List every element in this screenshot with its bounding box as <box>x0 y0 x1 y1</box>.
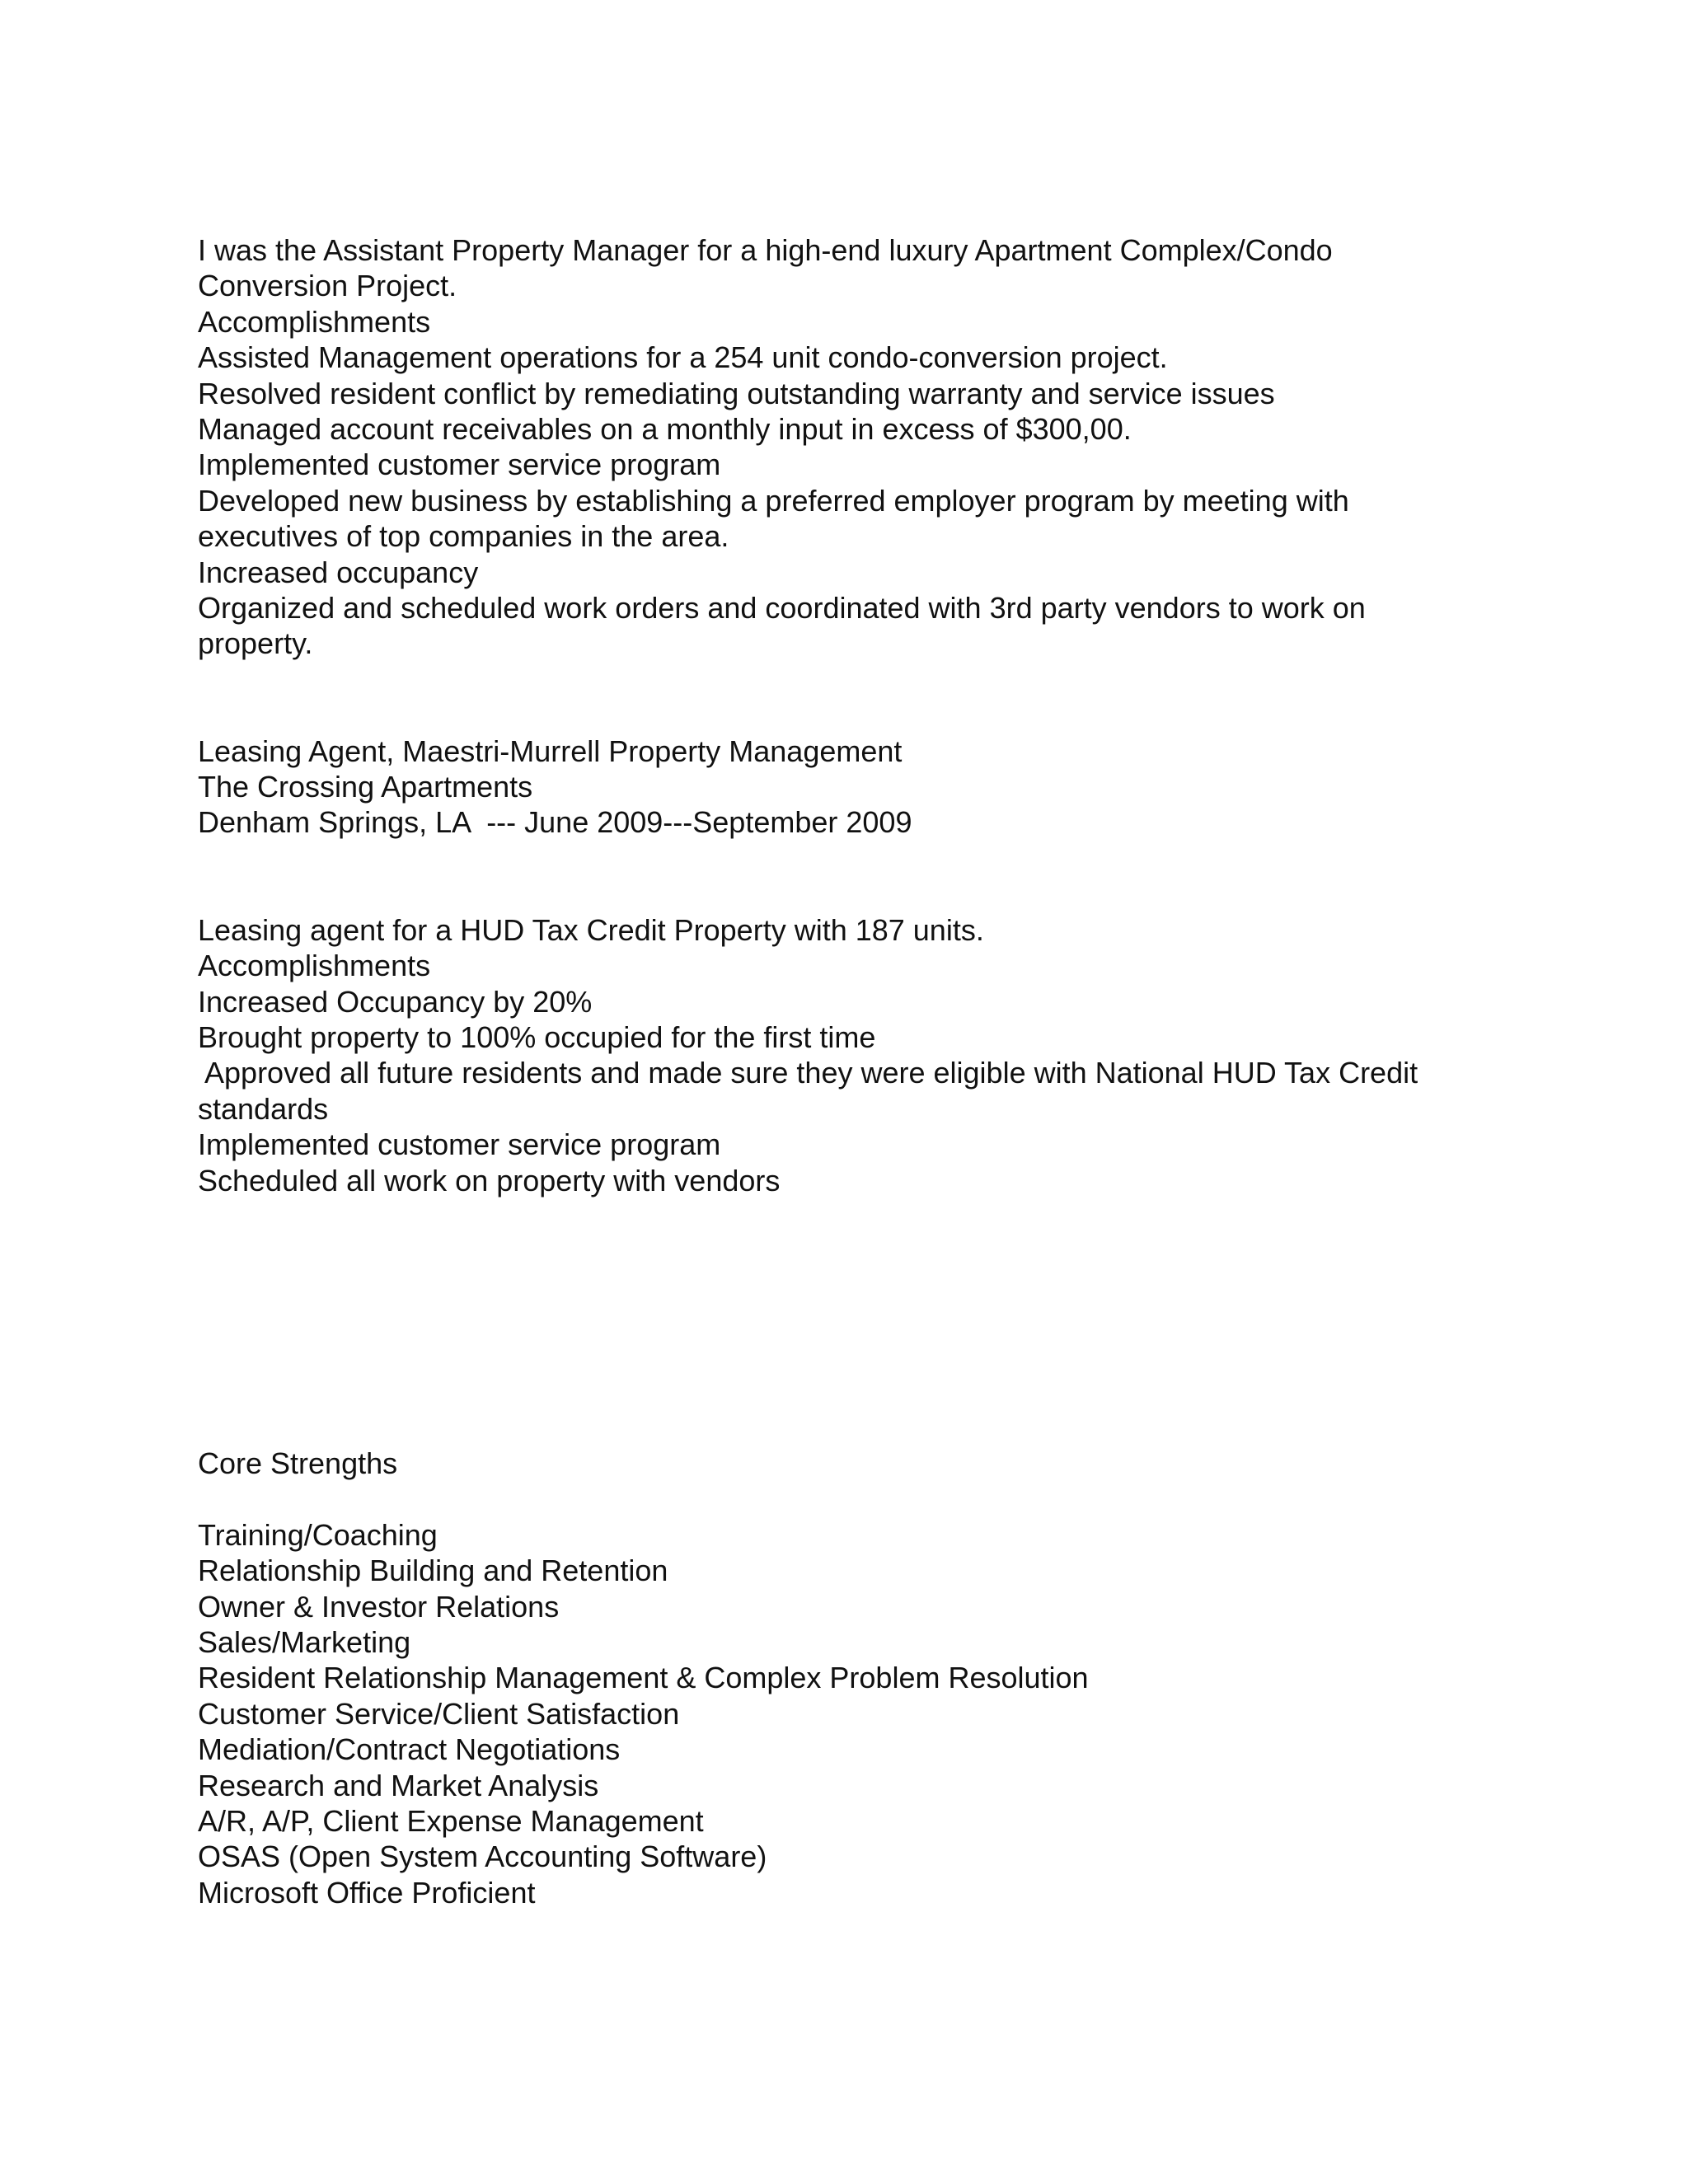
strength-item: Research and Market Analysis <box>198 1768 599 1802</box>
strength-item: Relationship Building and Retention <box>198 1554 668 1588</box>
accomplishment-item: Increased Occupancy by 20% <box>198 984 593 1019</box>
strength-item: Microsoft Office Proficient <box>198 1875 536 1910</box>
accomplishment-item: Approved all future residents and made sure they were eligible with National HUD Tax Credit <box>198 1056 1418 1090</box>
accomplishment-item: property. <box>198 626 313 661</box>
strength-item: Sales/Marketing <box>198 1624 411 1659</box>
accomplishment-item: Scheduled all work on property with vendors <box>198 1163 781 1197</box>
spacer <box>198 662 1484 733</box>
accomplishment-item: Organized and scheduled work orders and coordinated with 3rd party vendors to work on <box>198 591 1366 626</box>
accomplishment-item: Resolved resident conflict by remediating outstanding warranty and service issues <box>198 376 1275 410</box>
job-company: The Crossing Apartments <box>198 770 533 804</box>
accomplishments-heading: Accomplishments <box>198 949 431 983</box>
section-leasing-agent <box>198 912 1484 1198</box>
document-page <box>198 232 1484 1910</box>
accomplishment-item: Assisted Management operations for a 254 unit condo-conversion project. <box>198 340 1168 375</box>
accomplishment-item: Implemented customer service program <box>198 448 721 482</box>
section-job-header <box>198 733 1484 841</box>
strength-item: Training/Coaching <box>198 1517 438 1552</box>
strength-item: Resident Relationship Management & Complex Problem Resolution <box>198 1661 1089 1695</box>
core-strengths-heading: Core Strengths <box>198 1446 398 1480</box>
intro-line: Conversion Project. <box>198 269 457 303</box>
spacer <box>198 841 1484 912</box>
accomplishment-item: Developed new business by establishing a preferred employer program by meeting with <box>198 483 1349 518</box>
job-title: Leasing Agent, Maestri-Murrell Property Management <box>198 733 903 768</box>
accomplishment-item: Brought property to 100% occupied for the first time <box>198 1019 876 1054</box>
accomplishments-heading: Accomplishments <box>198 304 431 339</box>
intro-line: I was the Assistant Property Manager for a high-end luxury Apartment Complex/Condo <box>198 233 1333 267</box>
job-intro: Leasing agent for a HUD Tax Credit Property with 187 units. <box>198 912 984 947</box>
spacer <box>198 1198 1484 1446</box>
strength-item: Owner & Investor Relations <box>198 1589 560 1624</box>
strength-item: Customer Service/Client Satisfaction <box>198 1696 680 1731</box>
section-assistant-manager <box>198 232 1484 662</box>
accomplishment-item: Increased occupancy <box>198 555 479 589</box>
job-location-dates: Denham Springs, LA --- June 2009---September 2009 <box>198 805 912 840</box>
accomplishment-item: Implemented customer service program <box>198 1127 721 1162</box>
accomplishment-item: standards <box>198 1091 329 1126</box>
accomplishment-item: Managed account receivables on a monthly input in excess of $300,00. <box>198 412 1132 447</box>
strength-item: Mediation/Contract Negotiations <box>198 1732 621 1767</box>
accomplishment-item: executives of top companies in the area. <box>198 519 729 554</box>
strength-item: A/R, A/P, Client Expense Management <box>198 1803 704 1838</box>
section-core-strengths <box>198 1446 1484 1910</box>
strength-item: OSAS (Open System Accounting Software) <box>198 1840 767 1874</box>
spacer <box>198 1481 1484 1516</box>
